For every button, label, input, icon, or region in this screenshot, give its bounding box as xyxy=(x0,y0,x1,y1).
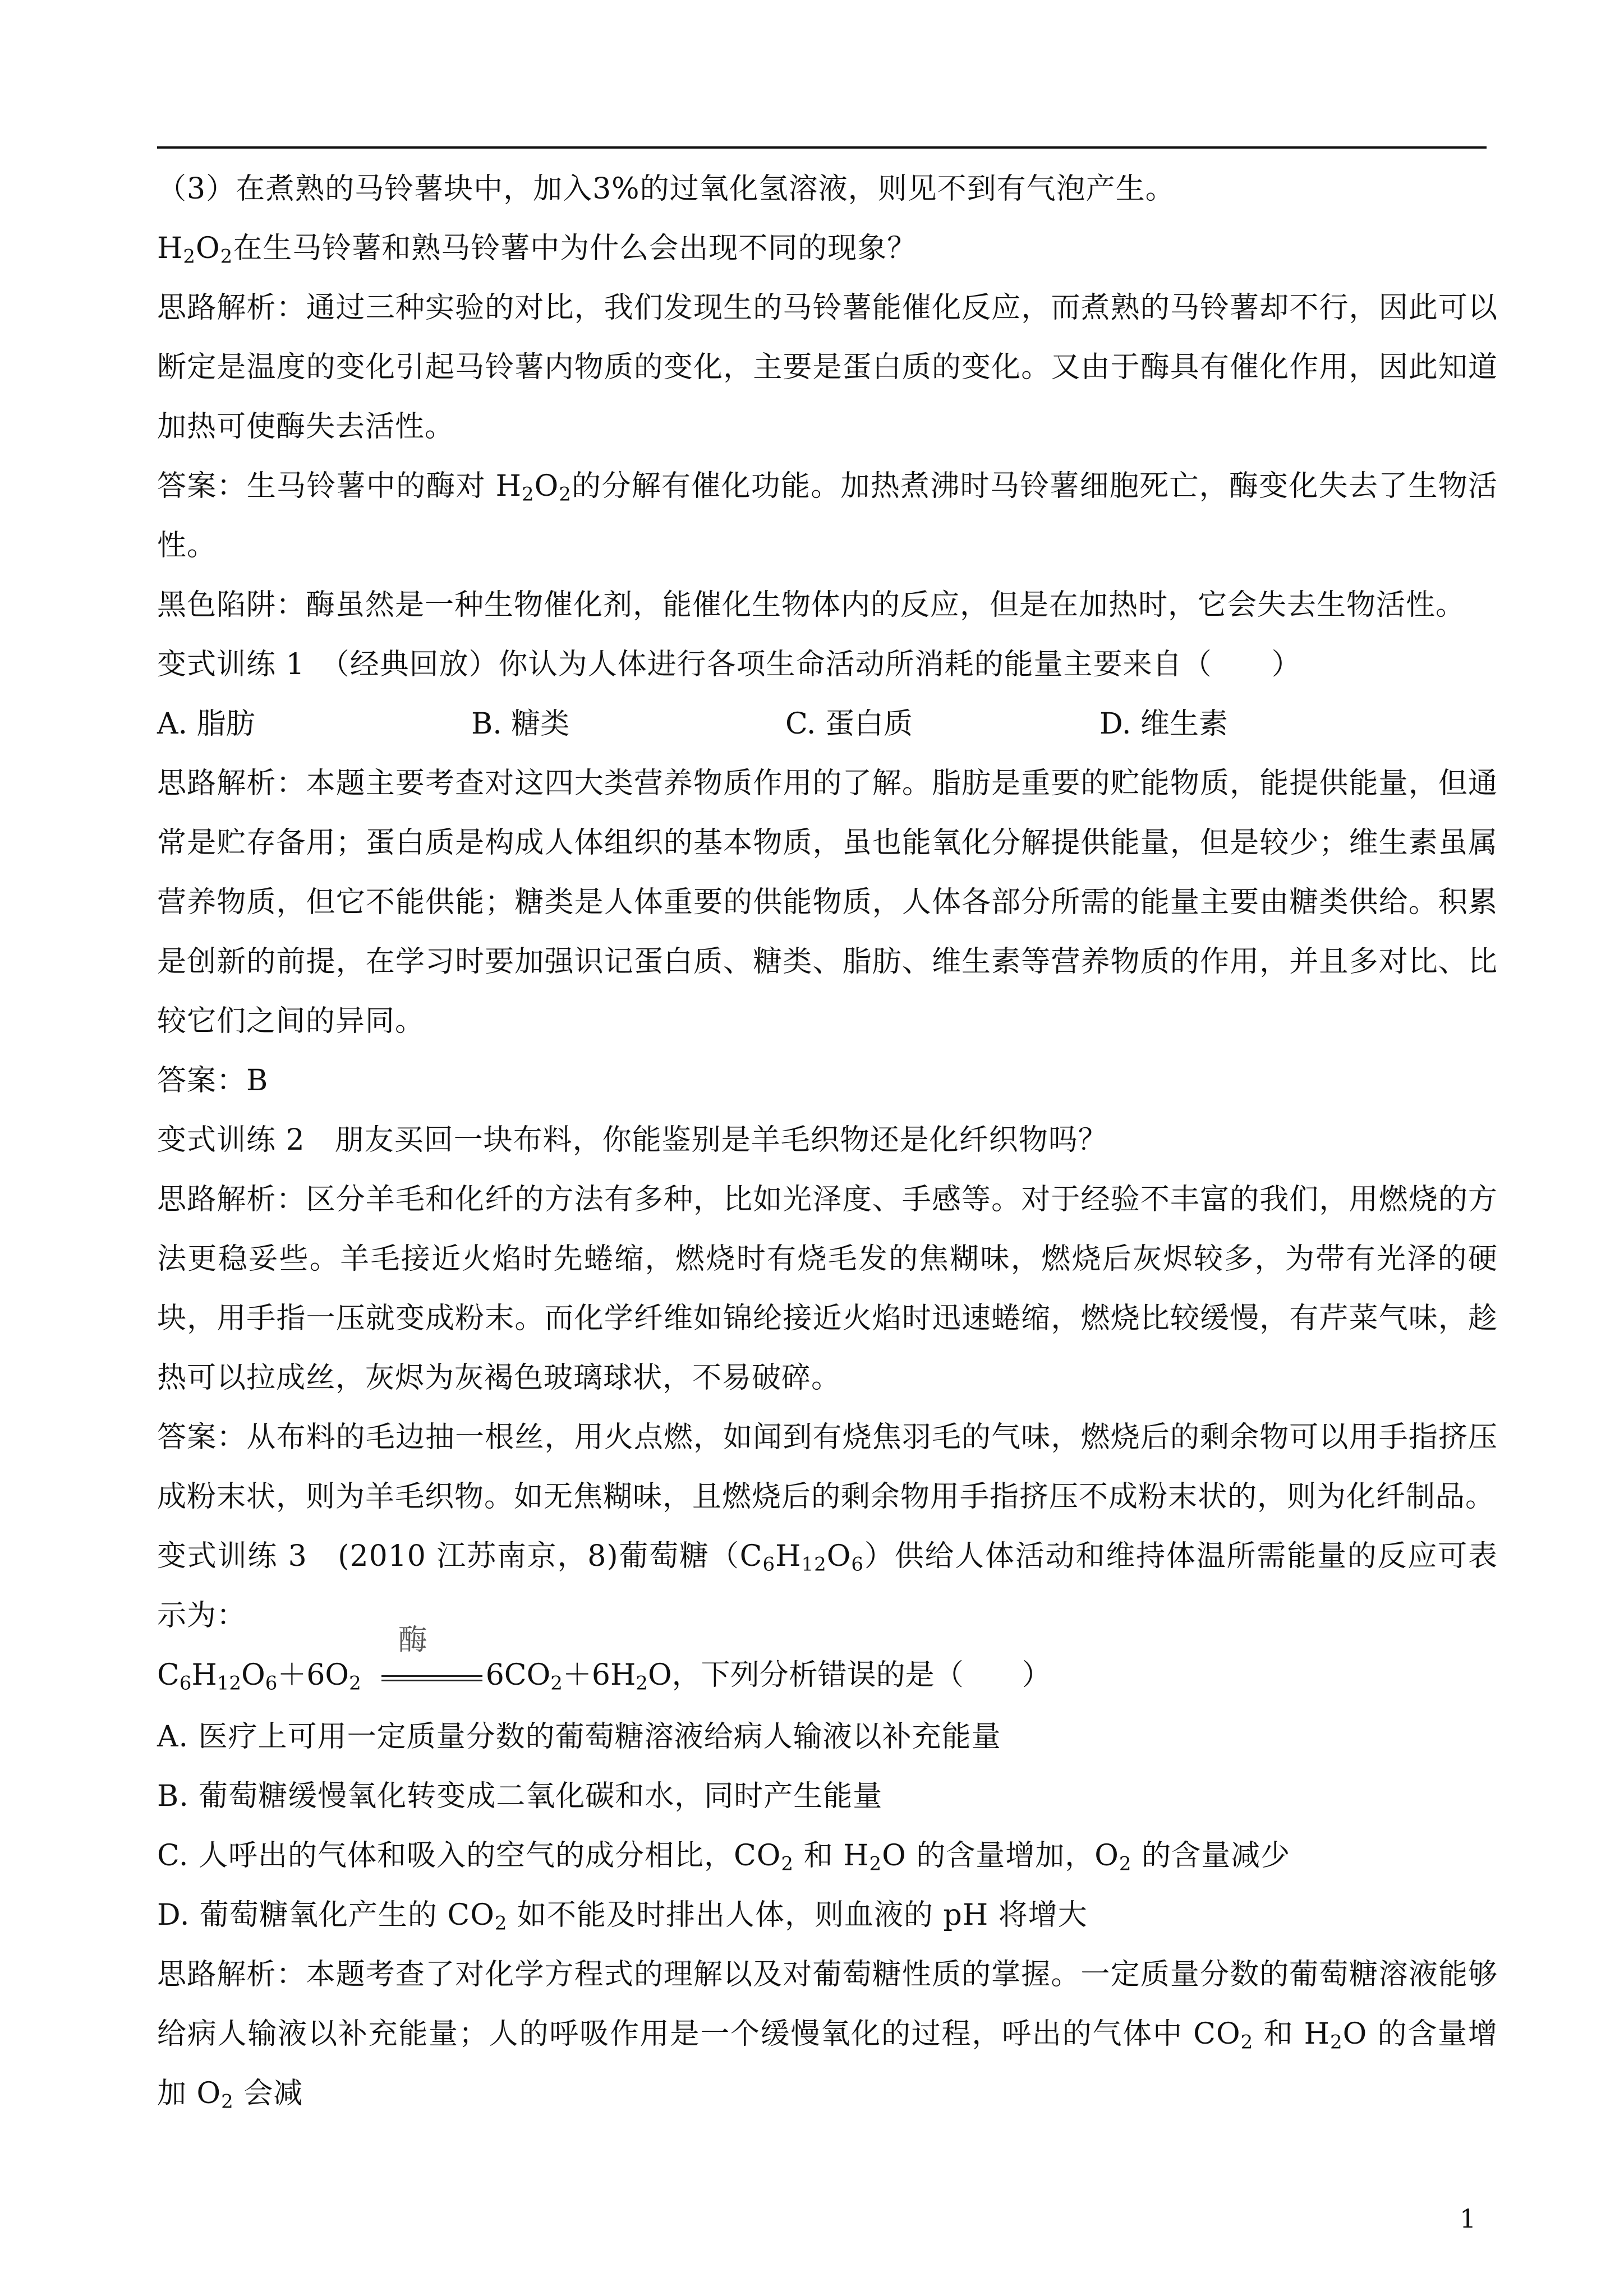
option-c: C. 蛋白质 xyxy=(785,707,913,741)
paragraph-answer-3: 答案：从布料的毛边抽一根丝，用火点燃，如闻到有烧焦羽毛的气味，燃烧后的剩余物可以用手指挤压成粉末状，则为羊毛织物。如无焦糊味，且燃烧后的剩余物用手指挤压不成粉末状的，则为化纤制品。 xyxy=(157,1421,1498,1514)
option-d: D. 维生素 xyxy=(1099,707,1228,741)
paragraph-analysis-1: 思路解析：通过三种实验的对比，我们发现生的马铃薯能催化反应，而煮熟的马铃薯却不行，因此可以断定是温度的变化引起马铃薯内物质的变化，主要是蛋白质的变化。又由于酶具有催化作用，因此知道加热可使酶失去活性。 xyxy=(157,291,1498,444)
header-rule xyxy=(157,146,1487,149)
option-b: B. 糖类 xyxy=(471,707,570,741)
chemical-equation: $C_6H_{12}O_6+6O_2$ 酶 $6CO_2+6H_2O$，下列分析错误的是（ ） xyxy=(157,1623,1051,1695)
page-number: 1 xyxy=(1460,2203,1476,2234)
paragraph-analysis-3: 思路解析：区分羊毛和化纤的方法有多种，比如光泽度、手感等。对于经验不丰富的我们，用燃烧的方法更稳妥些。羊毛接近火焰时先蜷缩，燃烧时有烧毛发的焦糊味，燃烧后灰烬较多，为带有光泽的硬块，用手指一压就变成粉末。而化学纤维如锦纶接近火焰时迅速蜷缩，燃烧比较缓慢，有芹菜气味，趁热可以拉成丝，灰烬为灰褐色玻璃球状，不易破碎。 xyxy=(157,1183,1498,1395)
exercise-1-options xyxy=(157,694,1498,754)
exercise-3-option-c: C. 人呼出的气体和吸入的空气的成分相比，$CO_2$ 和 $H_2O$ 的含量增加，$O_2$ 的含量减少 xyxy=(157,1839,1291,1875)
paragraph-answer-2: 答案：B xyxy=(157,1064,269,1098)
exercise-3-option-a: A. 医疗上可用一定质量分数的葡萄糖溶液给病人输液以补充能量 xyxy=(157,1720,1001,1754)
paragraph-question: $H_2O_2$在生马铃薯和熟马铃薯中为什么会出现不同的现象？ xyxy=(157,232,917,268)
paragraph-answer-1: 答案：生马铃薯中的酶对 $H_2O_2$的分解有催化功能。加热煮沸时马铃薯细胞死亡，酶变化失去了生物活性。 xyxy=(157,469,1498,563)
exercise-3-option-b: B. 葡萄糖缓慢氧化转变成二氧化碳和水，同时产生能量 xyxy=(157,1779,883,1813)
paragraph-exercise-2: 变式训练 2 朋友买回一块布料，你能鉴别是羊毛织物还是化纤织物吗？ xyxy=(157,1123,1108,1157)
reaction-arrow xyxy=(365,1623,482,1694)
paragraph-exercise-1: 变式训练 1 （经典回放）你认为人体进行各项生命活动所消耗的能量主要来自（ ） xyxy=(157,648,1301,681)
reaction-condition: 酶 xyxy=(398,1623,427,1657)
paragraph-experiment-3: （3）在煮熟的马铃薯块中，加入3%的过氧化氢溶液，则见不到有气泡产生。 xyxy=(157,172,1175,206)
option-a: A. 脂肪 xyxy=(157,707,255,741)
paragraph-trap: 黑色陷阱：酶虽然是一种生物催化剂，能催化生物体内的反应，但是在加热时，它会失去生物活性。 xyxy=(157,588,1466,622)
document-body xyxy=(157,159,1498,2123)
paragraph-exercise-3: 变式训练 3 (2010 江苏南京，8)葡萄糖$(C_6H_{12}O_6)$供给人体活动和维持体温所需能量的反应可表示为： xyxy=(157,1539,1498,1633)
paragraph-analysis-4: 思路解析：本题考查了对化学方程式的理解以及对葡萄糖性质的掌握。一定质量分数的葡萄糖溶液能够给病人输液以补充能量；人的呼吸作用是一个缓慢氧化的过程，呼出的气体中 $CO_2$ 和 $H_2O$ 的含量增加 $O_2$ 会减 xyxy=(157,1958,1498,2113)
exercise-3-option-d: D. 葡萄糖氧化产生的 $CO_2$ 如不能及时排出人体，则血液的 pH 将增大 xyxy=(157,1898,1088,1935)
paragraph-analysis-2: 思路解析：本题主要考查对这四大类营养物质作用的了解。脂肪是重要的贮能物质，能提供能量，但通常是贮存备用；蛋白质是构成人体组织的基本物质，虽也能氧化分解提供能量，但是较少；维生素虽属营养物质，但它不能供能；糖类是人体重要的供能物质，人体各部分所需的能量主要由糖类供给。积累是创新的前提，在学习时要加强识记蛋白质、糖类、脂肪、维生素等营养物质的作用，并且多对比、比较它们之间的异同。 xyxy=(157,767,1498,1038)
